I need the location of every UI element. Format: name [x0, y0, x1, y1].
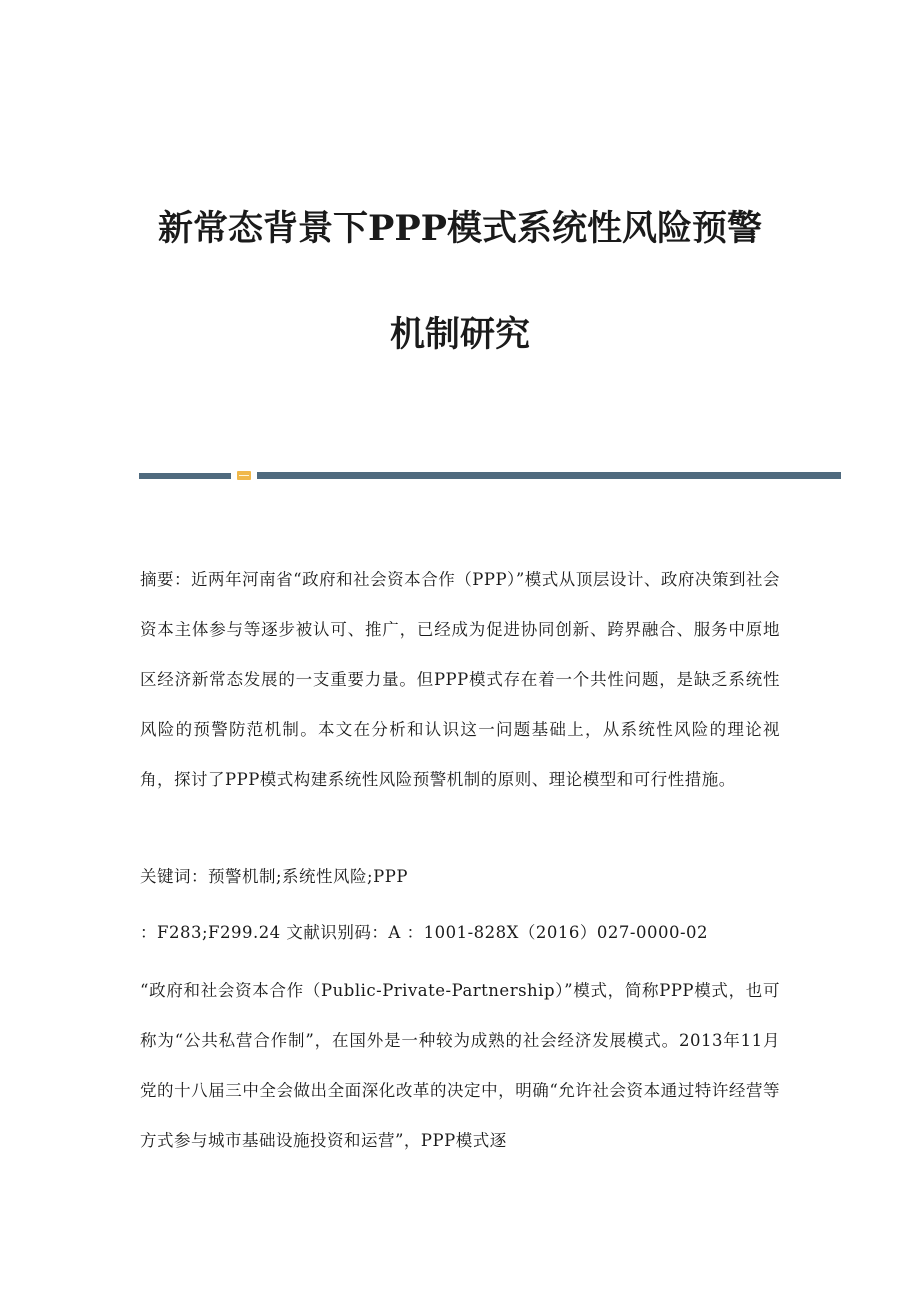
page-title [0, 210, 920, 354]
abstract-paragraph: 摘要：近两年河南省“政府和社会资本合作（PPP）”模式从顶层设计、政府决策到社会资本主体参与等逐步被认可、推广，已经成为促进协同创新、跨界融合、服务中原地区经济新常态发展的一支重要力量。但PPP模式存在着一个共性问题，是缺乏系统性风险的预警防范机制。本文在分析和认识这一问题基础上，从系统性风险的理论视角，探讨了PPP模式构建系统性风险预警机制的原则、理论模型和可行性措施。 [140, 570, 780, 789]
intro-paragraph: “政府和社会资本合作（Public-Private-Partnership）”模式，简称PPP模式，也可称为“公共私营合作制”，在国外是一种较为成熟的社会经济发展模式。2013年11月党的十八届三中全会做出全面深化改革的决定中，明确“允许社会资本通过特许经营等方式参与城市基础设施投资和运营”，PPP模式逐 [140, 981, 780, 1150]
divider-ornament-icon [237, 471, 251, 480]
divider-bar-left [139, 473, 231, 479]
title-divider [139, 471, 841, 480]
keywords-line: 关键词：预警机制;系统性风险;PPP [140, 867, 408, 886]
divider-bar-right [257, 472, 841, 479]
title-line-1: 新常态背景下PPP模式系统性风险预警 [158, 208, 762, 249]
title-line-2: 机制研究 [389, 314, 530, 355]
classification-line: ：F283;F299.24 文献识别码：A ：1001-828X（2016）027-0000-02 [140, 923, 709, 942]
